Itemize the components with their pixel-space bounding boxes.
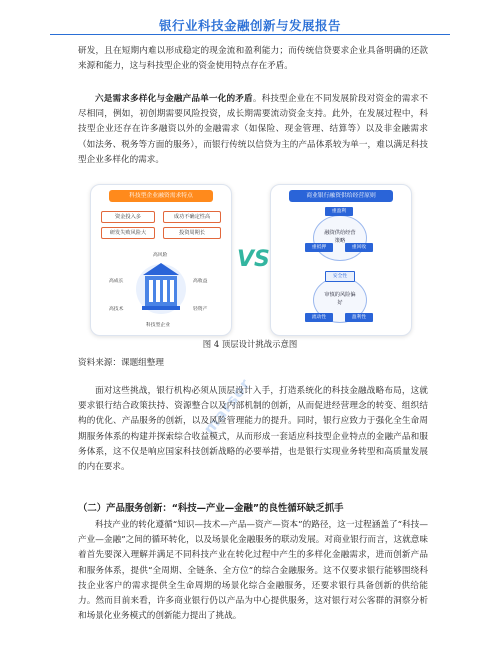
label-high-risk: 高风险 [153, 253, 168, 258]
label-high-return: 高收益 [193, 279, 208, 284]
data-source: 资料来源：课题组整理 [78, 358, 164, 368]
strategy-circle [313, 215, 367, 261]
box-profit: 重盈利 [325, 207, 353, 216]
figure-top-design-challenge [90, 184, 410, 334]
watermark: marsor [199, 374, 255, 438]
box-profitability: 盈利性 [345, 313, 373, 322]
vs-letter-s: S [254, 247, 270, 272]
paragraph-3: 面对这些挑战，银行机构必须从顶层设计入手，打造系统化的科技金融战略布局，这就要求银行结合政策扶持、资源整合以及内部机制的创新，从而促进经营理念的转变、组织结构的优化、产品服务的创新，以及风险管理能力的提升。同时，银行应致力于强化全生命周期服务体系的构建并探索综合收益模式，从而形成一套适应科技型企业特点的金融产品和服务体系，这不仅是响应国家科技创新战略的必要举措，也是银行实现业务转型和高质量发展的内在要求。 [78, 386, 428, 473]
chip-capital-input: 资金投入多 [101, 211, 155, 223]
label-tech-enterprise: 科技型企业 [146, 323, 170, 328]
box-safety: 安全性 [325, 271, 355, 282]
paragraph-4: 科技产业的转化遵循“知识—技术—产品—资产—资本”的路径，这一过程涵盖了“科技—产业—金融”之间的循环转化，以及场景化金融服务的联动发展。对商业银行而言，这就意味着首先要深入理解并满足不同科技产业在转化过程中产生的多样化金融需求，进而创新产品和服务体系，提供“全周期、全链条、全方位”的综合金融服务。这不仅要求银行能够围绕科技企业客户的需求提供全生命周期的场景化综合金融服务，还要求银行具备创新的供给能力。然而目前来看，许多商业银行仍以产品为中心提供服务，这对银行对公客群的洞察分析和场景化业务模式的创新能力提出了挑战。 [78, 520, 428, 622]
strategy-center-label: 融资供给经营策略 [324, 230, 356, 244]
label-light-asset: 轻资产 [193, 307, 208, 312]
left-panel [90, 184, 232, 336]
vs-letter-v: V [237, 247, 255, 272]
section-heading: （二）产品服务创新：“科技—产业—金融”的良性循环缺乏抓手 [78, 503, 344, 514]
right-panel [270, 184, 412, 336]
chip-rd-risk: 研发失败风险大 [101, 227, 155, 239]
box-recovery: 重回收 [345, 243, 373, 252]
paragraph-1: 研发，且在短期内难以形成稳定的现金流和盈利能力；而传统信贷要求企业具备明确的还款来源和能力，这与科技型企业的资金使用特点存在矛盾。 [78, 46, 428, 72]
chip-investment-cycle: 投资周期长 [163, 227, 221, 239]
paragraph-2-body: 。科技型企业在不同发展阶段对资金的需求不尽相同，例如，初创期需要风险投资，成长期需要流动资金支持。此外，在发展过程中，科技型企业还存在许多融资以外的金融需求（如保险、现金管理、结算等）以及非金融需求（如法务、税务等方面的服务），而银行传统以信贷为主的产品体系较为单一，难以满足科技型企业多样化的需求。 [78, 94, 428, 165]
paragraph-2-bold-lead: 六是需求多样化与金融产品单一化的矛盾 [95, 94, 253, 104]
label-high-tech: 高技术 [109, 307, 124, 312]
figure-caption: 图 4 顶层设计挑战示意图 [202, 339, 298, 349]
chip-uncertainty: 成功不确定性高 [163, 211, 221, 223]
label-high-growth: 高成长 [109, 279, 124, 284]
box-liquidity: 流动性 [305, 313, 333, 322]
right-panel-title: 商业银行融资供给经营原则 [289, 190, 393, 202]
risk-center-label: 审慎的风险偏好 [324, 292, 356, 306]
box-collateral: 重抵押 [305, 243, 333, 252]
paragraph-2 [78, 92, 428, 168]
bank-building-icon [135, 255, 187, 317]
left-panel-title: 科技型企业融资需求特点 [109, 190, 213, 202]
vs-graphic [237, 247, 270, 272]
page-header-title: 银行业科技金融创新与发展报告 [158, 18, 341, 33]
header-divider [50, 34, 450, 35]
